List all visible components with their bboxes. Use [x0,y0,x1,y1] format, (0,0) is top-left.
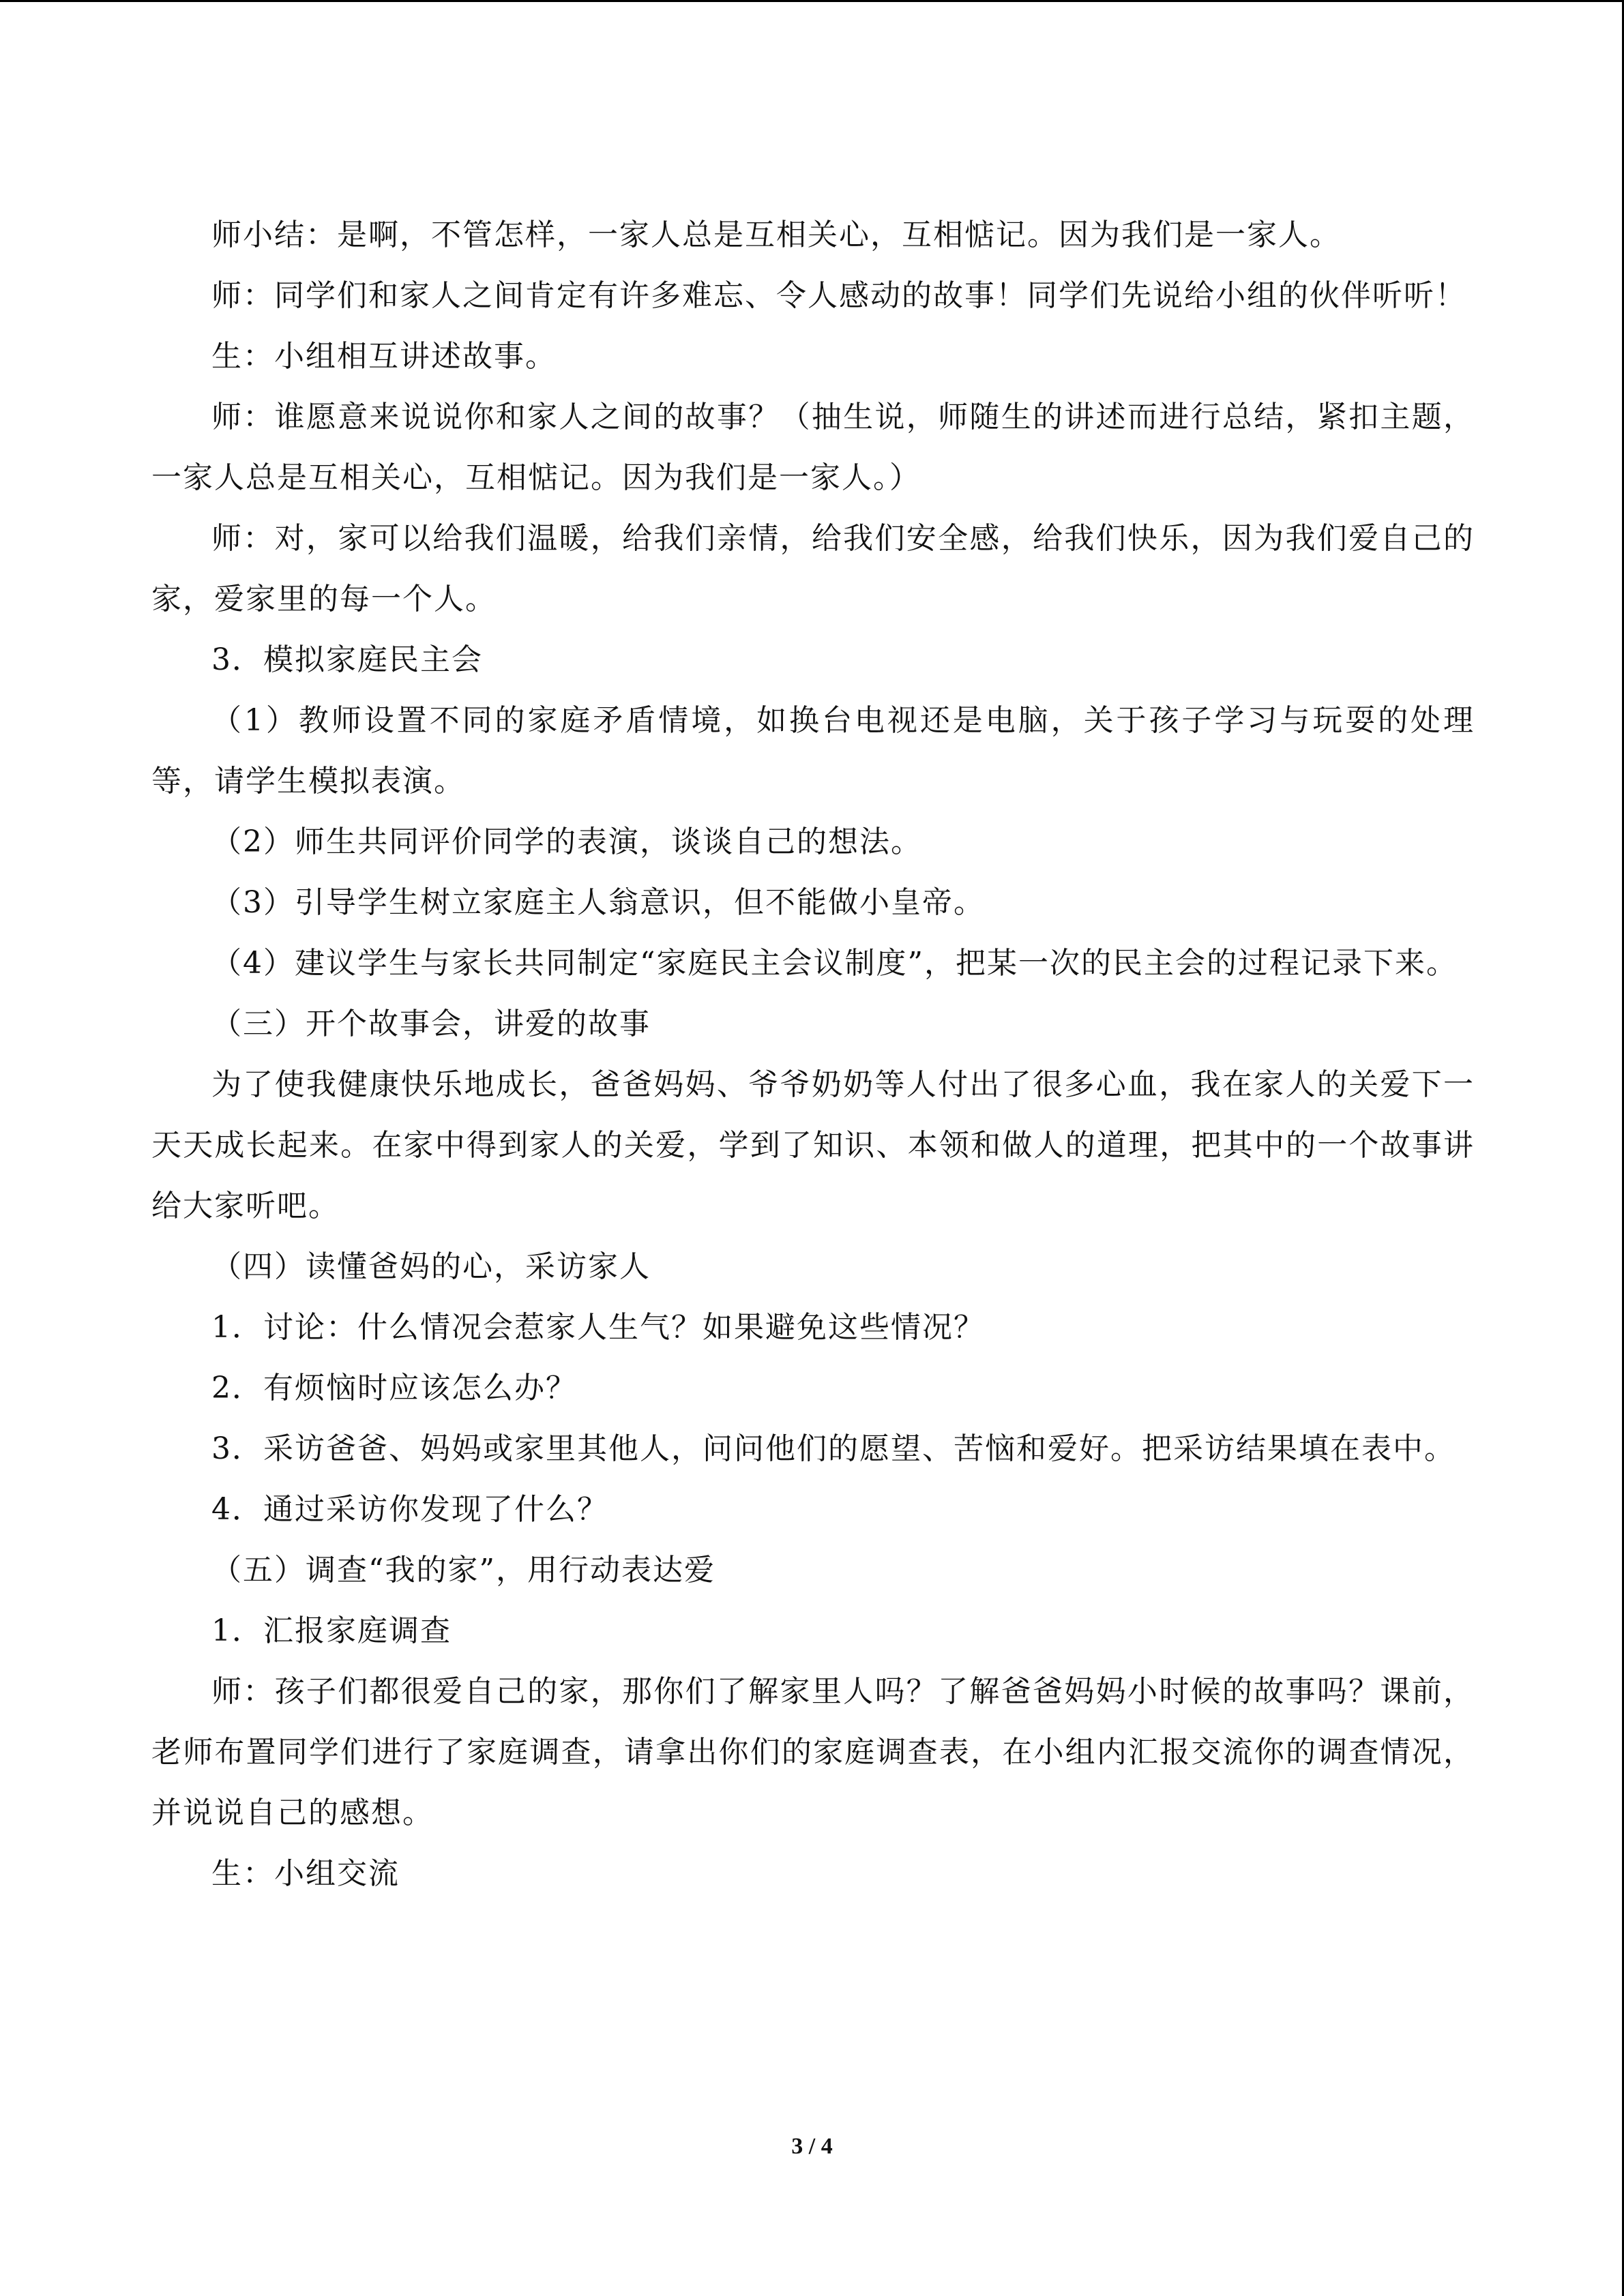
paragraph: 为了使我健康快乐地成长，爸爸妈妈、爷爷奶奶等人付出了很多心血，我在家人的关爱下一天天成长起来。在家中得到家人的关爱，学到了知识、本领和做人的道理，把其中的一个故事讲给大家听吧。 [151,1067,1475,1223]
paragraph: 师：同学们和家人之间肯定有许多难忘、令人感动的故事！同学们先说给小组的伙伴听听！ [211,278,1466,313]
paragraph: （4）建议学生与家长共同制定“家庭民主会议制度”，把某一次的民主会的过程记录下来。 [211,946,1458,981]
paragraph: 师小结：是啊，不管怎样，一家人总是互相关心，互相惦记。因为我们是一家人。 [211,218,1341,252]
paragraph: （3）引导学生树立家庭主人翁意识，但不能做小皇帝。 [211,885,985,920]
section-heading: （五）调查“我的家”，用行动表达爱 [211,1553,715,1587]
paragraph: 师：对，家可以给我们温暖，给我们亲情，给我们安全感，给我们快乐，因为我们爱自己的家，爱家里的每一个人。 [151,521,1475,616]
paragraph: 3．采访爸爸、妈妈或家里其他人，问问他们的愿望、苦恼和爱好。把采访结果填在表中。 [211,1431,1456,1466]
paragraph: 4．通过采访你发现了什么？ [211,1492,608,1527]
page-number: 3 / 4 [791,2134,833,2159]
paragraph: （1）教师设置不同的家庭矛盾情境，如换台电视还是电脑，关于孩子学习与玩耍的处理等，请学生模拟表演。 [151,703,1475,799]
paragraph: 1．讨论：什么情况会惹家人生气？如果避免这些情况？ [211,1310,985,1345]
paragraph: 生：小组相互讲述故事。 [211,339,557,374]
section-heading: （三）开个故事会，讲爱的故事 [211,1007,651,1041]
section-heading: （四）读懂爸妈的心，采访家人 [211,1249,651,1284]
paragraph: 师：谁愿意来说说你和家人之间的故事？（抽生说，师随生的讲述而进行总结，紧扣主题，一家人总是互相关心，互相惦记。因为我们是一家人。） [151,400,1475,495]
paragraph: 生：小组交流 [211,1856,400,1891]
paragraph: 师：孩子们都很爱自己的家，那你们了解家里人吗？了解爸爸妈妈小时候的故事吗？课前，老师布置同学们进行了家庭调查，请拿出你们的家庭调查表，在小组内汇报交流你的调查情况，并说说自己的感想。 [151,1674,1475,1830]
section-heading: 1．汇报家庭调查 [211,1613,452,1648]
paragraph: 2．有烦恼时应该怎么办？ [211,1371,577,1405]
page-top-border [0,0,1624,2]
section-heading: 3．模拟家庭民主会 [211,642,483,677]
document-body [151,205,1475,1904]
paragraph: （2）师生共同评价同学的表演，谈谈自己的想法。 [211,824,922,859]
